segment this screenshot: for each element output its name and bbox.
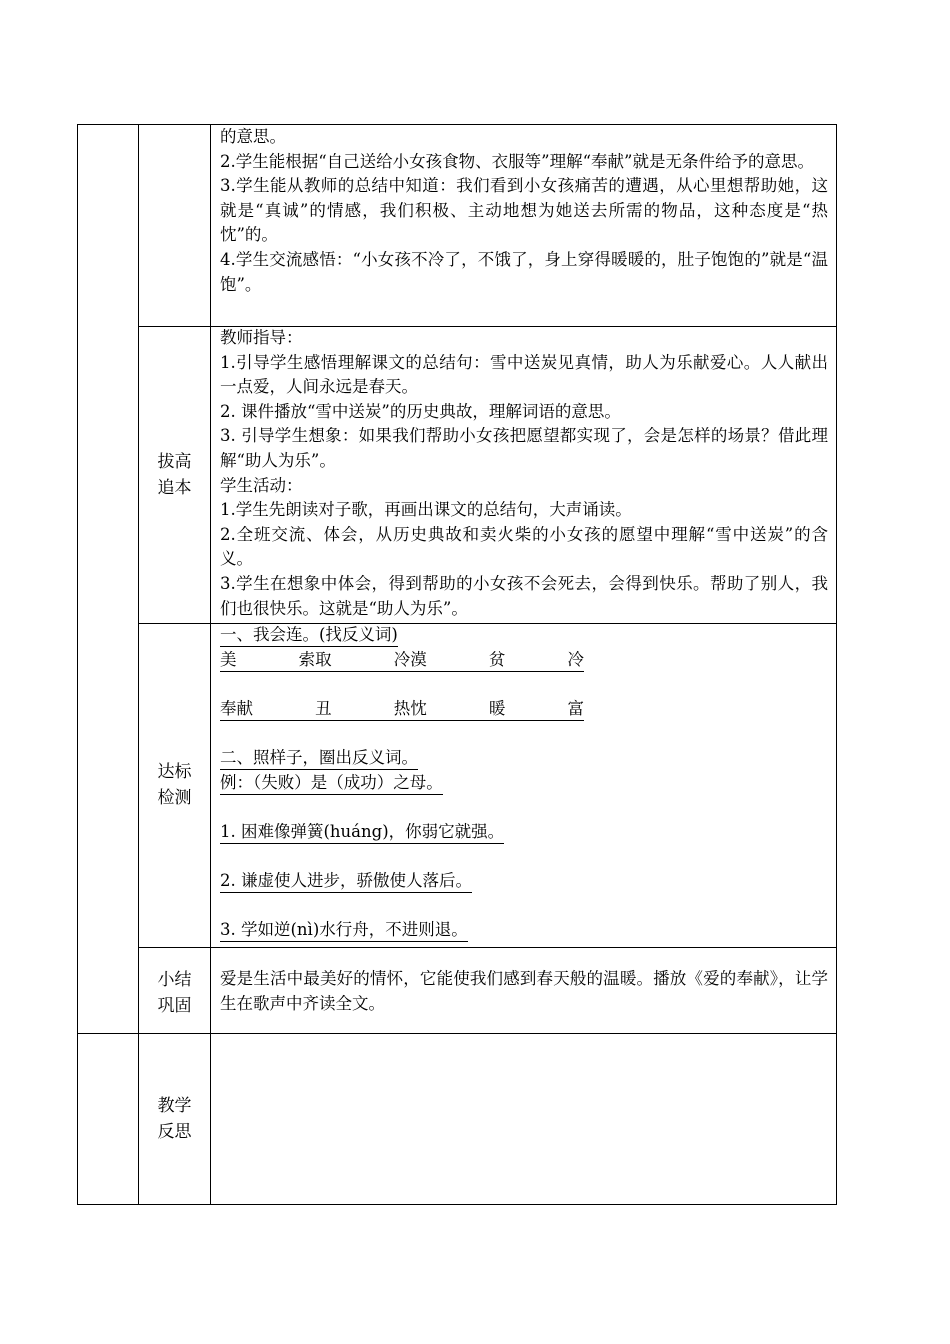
word-option: 贫 xyxy=(488,649,506,669)
stage-cell xyxy=(77,124,139,326)
row-label: 达标检测 xyxy=(157,762,192,808)
stage-cell xyxy=(77,1033,139,1204)
stage-cell xyxy=(77,326,139,623)
word-option: 美 xyxy=(220,649,237,669)
summary-text: 爱是生活中最美好的情怀，它能使我们感到春天般的温暖。播放《爱的奉献》，让学生在歌声中齐读全文。 xyxy=(220,969,828,1013)
label-cell xyxy=(139,124,211,326)
content-cell xyxy=(211,326,837,623)
word-option: 奉献 xyxy=(220,698,253,718)
content-cell xyxy=(211,623,837,947)
table-row-extension xyxy=(77,326,837,623)
word-option: 富 xyxy=(567,698,584,718)
label-cell xyxy=(139,326,211,623)
table-row-objectives xyxy=(77,124,837,326)
reflection-cell xyxy=(211,1033,837,1204)
row-label: 拔高追本 xyxy=(157,451,192,498)
row-label: 教学反思 xyxy=(157,1095,192,1142)
example-sentence: 例：（失败）是（成功）之母。 xyxy=(220,772,443,795)
exercise-item: 1. 困难像弹簧(huáng)，你弱它就强。 xyxy=(220,821,504,844)
content-line: 3.学生在想象中体会，得到帮助的小女孩不会死去，会得到快乐。帮助了别人，我们也很快乐。这就是“助人为乐”。 xyxy=(220,573,828,618)
stage-cell xyxy=(77,947,139,1033)
table-row-assessment xyxy=(77,623,837,947)
content-line: 4.学生交流感悟：“小女孩不冷了，不饿了，身上穿得暖暖的，肚子饱饱的”就是“温饱”。 xyxy=(220,249,828,294)
content-line: 2. 课件播放“雪中送炭”的历史典故，理解词语的意思。 xyxy=(220,401,621,421)
content-line: 3. 引导学生想象：如果我们帮助小女孩把愿望都实现了，会是怎样的场景？借此理解“助人为乐”。 xyxy=(220,426,828,470)
content-line: 的意思。 xyxy=(220,127,286,146)
content-line: 教师指导： xyxy=(220,328,303,347)
content-line: 1.学生先朗读对子歌，再画出课文的总结句，大声诵读。 xyxy=(220,500,632,520)
content-cell xyxy=(211,124,837,326)
label-cell xyxy=(139,947,211,1033)
word-option: 冷漠 xyxy=(393,649,427,669)
exercise-item: 2. 谦虚使人进步，骄傲使人落后。 xyxy=(220,870,472,893)
content-line: 1.引导学生感悟理解课文的总结句：雪中送炭见真情，助人为乐献爱心。人人献出一点爱，人间永远是春天。 xyxy=(220,352,828,397)
table-row-reflection xyxy=(77,1033,837,1204)
content-line: 学生活动： xyxy=(220,475,303,495)
table-bottom-border xyxy=(77,1204,837,1205)
word-option: 冷 xyxy=(567,649,584,669)
exercise-heading: 二、照样子，圈出反义词。 xyxy=(220,747,418,770)
content-line: 3.学生能从教师的总结中知道：我们看到小女孩痛苦的遭遇，从心里想帮助她，这就是“真诚”的情感，我们积极、主动地想为她送去所需的物品，这种态度是“热忱”的。 xyxy=(220,176,828,245)
word-option: 暖 xyxy=(488,698,506,718)
word-row-bottom xyxy=(220,698,584,721)
word-option: 索取 xyxy=(298,649,332,669)
word-row-top xyxy=(220,649,584,672)
label-cell xyxy=(139,1033,211,1204)
label-cell xyxy=(139,623,211,947)
word-option: 热忱 xyxy=(393,698,427,718)
stage-cell xyxy=(77,623,139,947)
exercise-item: 3. 学如逆(nì)水行舟，不进则退。 xyxy=(220,919,468,942)
table-row-summary xyxy=(77,947,837,1033)
exercise-heading: 一、我会连。(找反义词) xyxy=(220,624,398,647)
content-line: 2.学生能根据“自己送给小女孩食物、衣服等”理解“奉献”就是无条件给予的意思。 xyxy=(220,151,814,171)
row-label: 小结巩固 xyxy=(157,970,192,1016)
content-cell xyxy=(211,947,837,1033)
word-option: 丑 xyxy=(315,698,332,718)
content-line: 2.全班交流、体会，从历史典故和卖火柴的小女孩的愿望中理解“雪中送炭”的含义。 xyxy=(220,524,828,569)
